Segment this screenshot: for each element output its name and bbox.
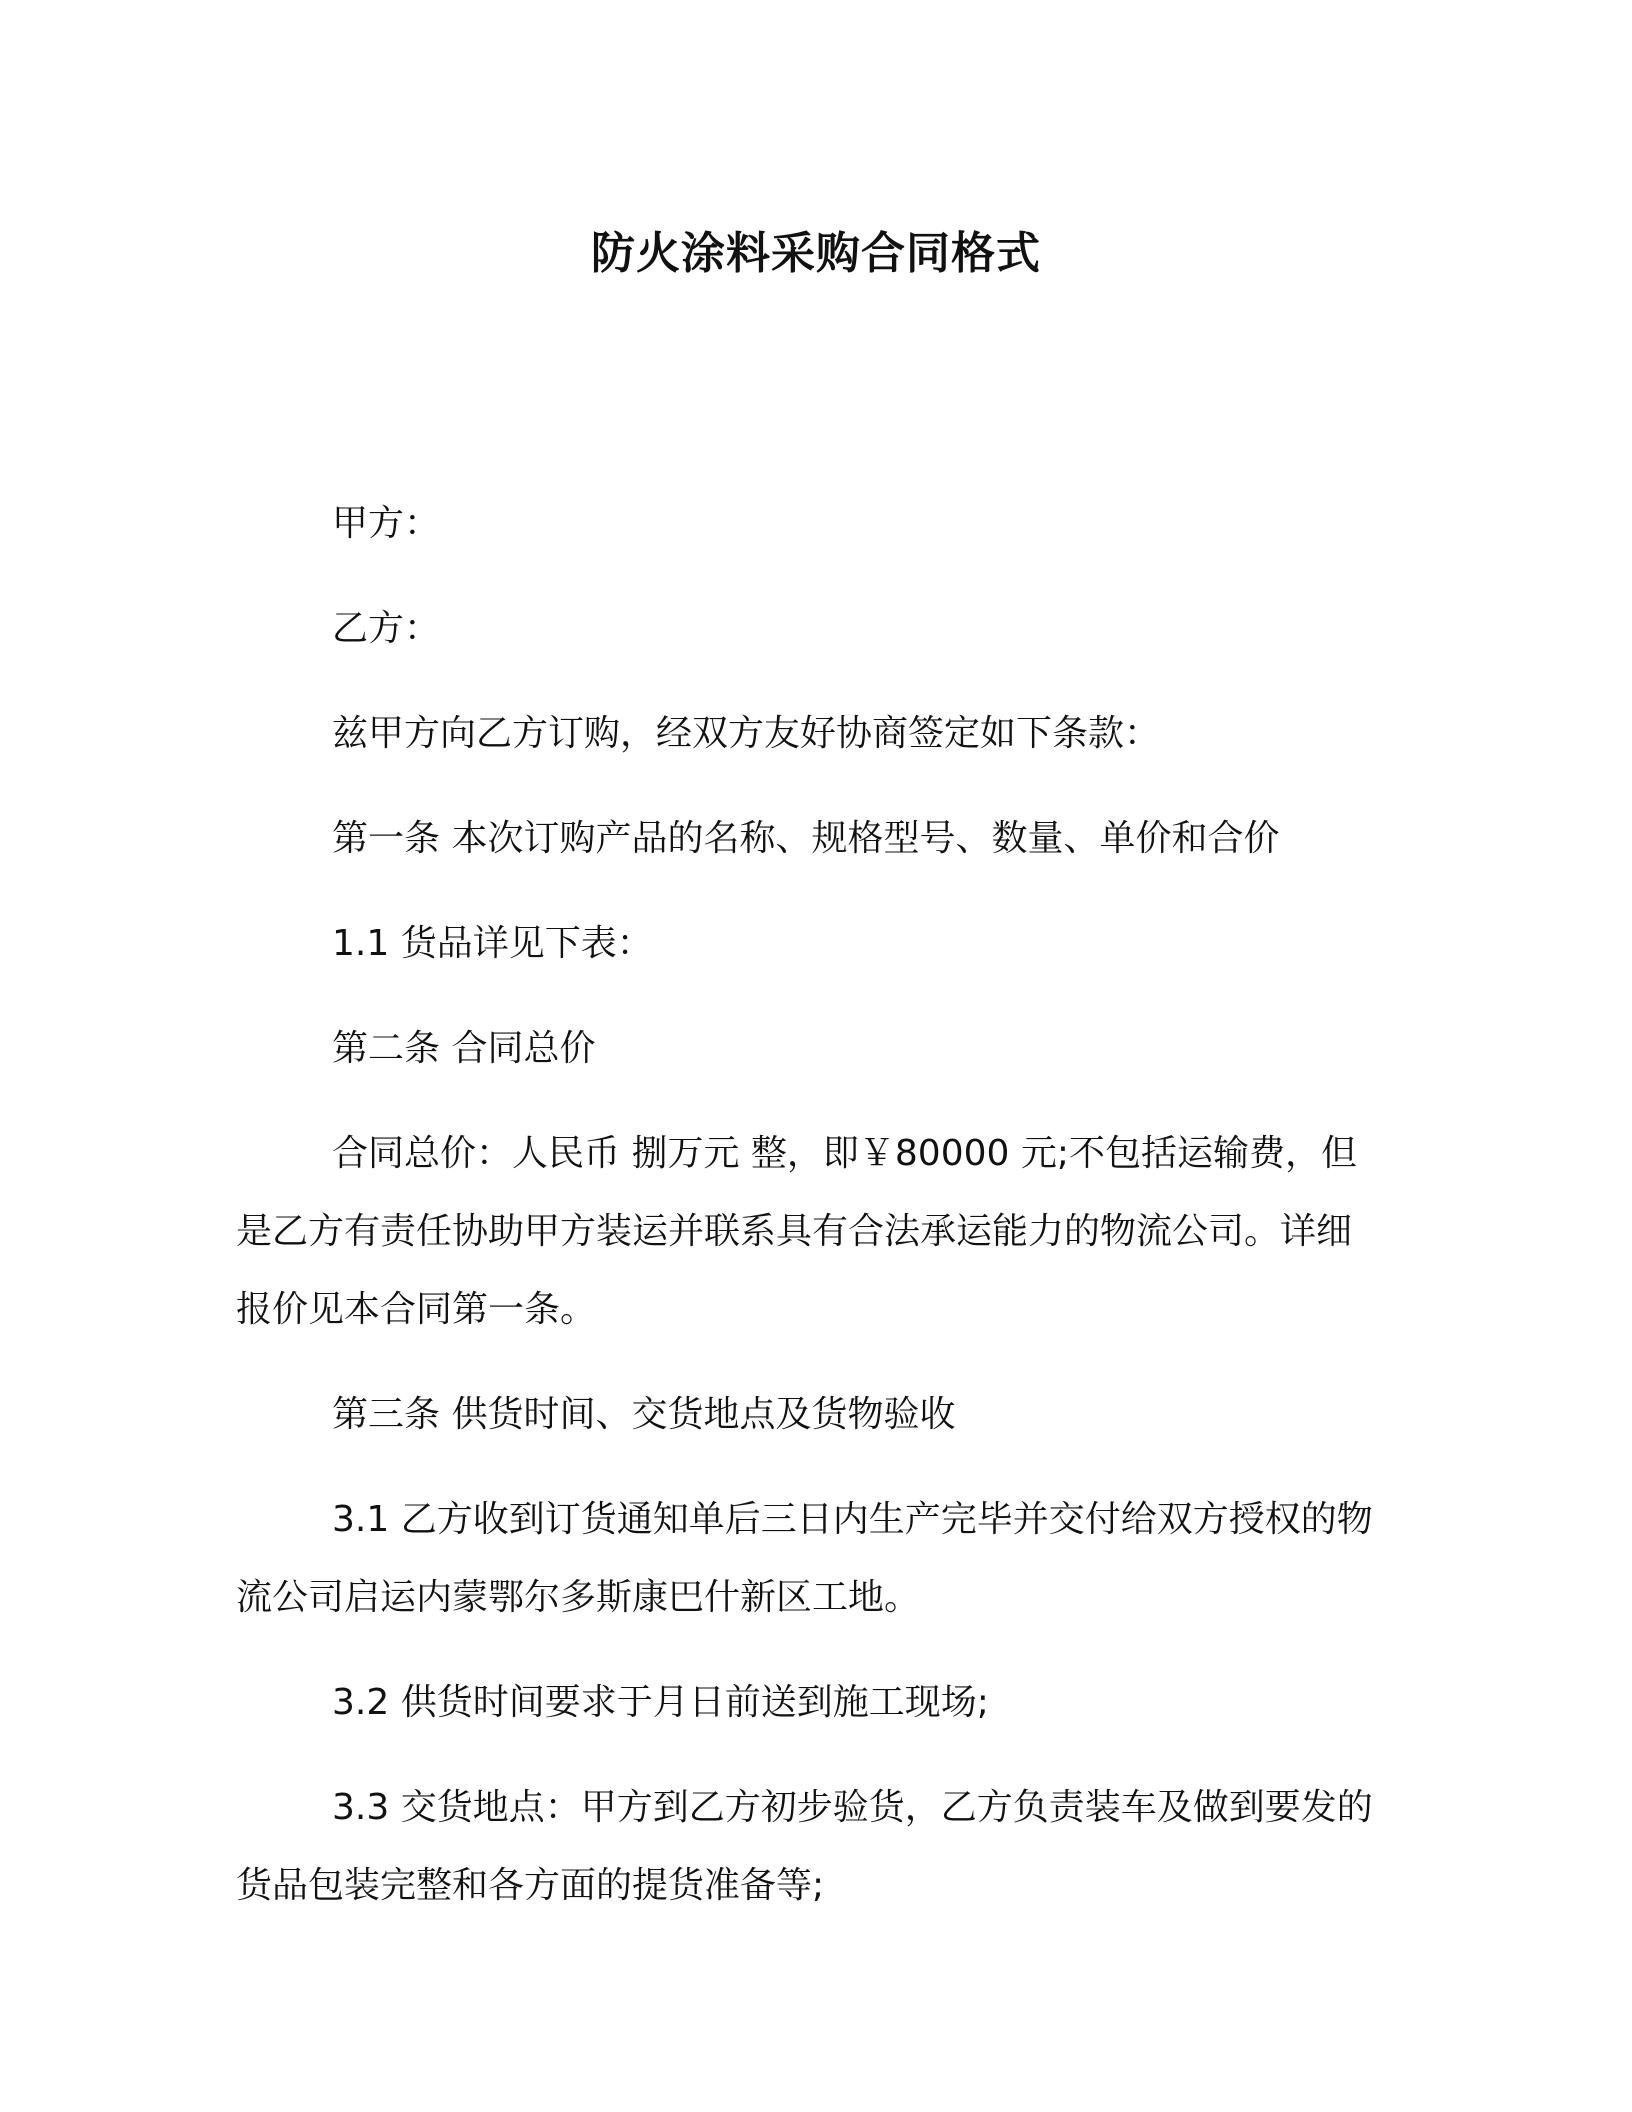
party-b-line: 乙方： bbox=[332, 608, 441, 649]
intro-paragraph: 兹甲方向乙方订购，经双方友好协商签定如下条款： bbox=[332, 713, 1161, 754]
party-a-line: 甲方： bbox=[332, 503, 441, 544]
clause-3-1: 3.1 乙方收到订货通知单后三日内生产完毕并交付给双方授权的物流公司启运内蒙鄂尔多斯康巴什新区工地。 bbox=[236, 1499, 1373, 1618]
clause-3-2: 3.2 供货时间要求于月日前送到施工现场; bbox=[332, 1682, 989, 1723]
article-3-heading: 第三条 供货时间、交货地点及货物验收 bbox=[332, 1394, 956, 1435]
article-2-heading: 第二条 合同总价 bbox=[332, 1028, 596, 1069]
clause-1-1: 1.1 货品详见下表： bbox=[332, 923, 653, 964]
clause-3-3: 3.3 交货地点：甲方到乙方初步验货，乙方负责装车及做到要发的货品包装完整和各方面的提货准备等; bbox=[236, 1787, 1373, 1906]
document-body bbox=[236, 485, 1386, 1952]
document-title: 防火涂料采购合同格式 bbox=[591, 228, 1041, 279]
total-price-paragraph: 合同总价：人民币 捌万元 整，即￥80000 元;不包括运输费，但是乙方有责任协助甲方装运并联系具有合法承运能力的物流公司。详细报价见本合同第一条。 bbox=[236, 1133, 1357, 1330]
article-1-heading: 第一条 本次订购产品的名称、规格型号、数量、单价和合价 bbox=[332, 818, 1280, 859]
